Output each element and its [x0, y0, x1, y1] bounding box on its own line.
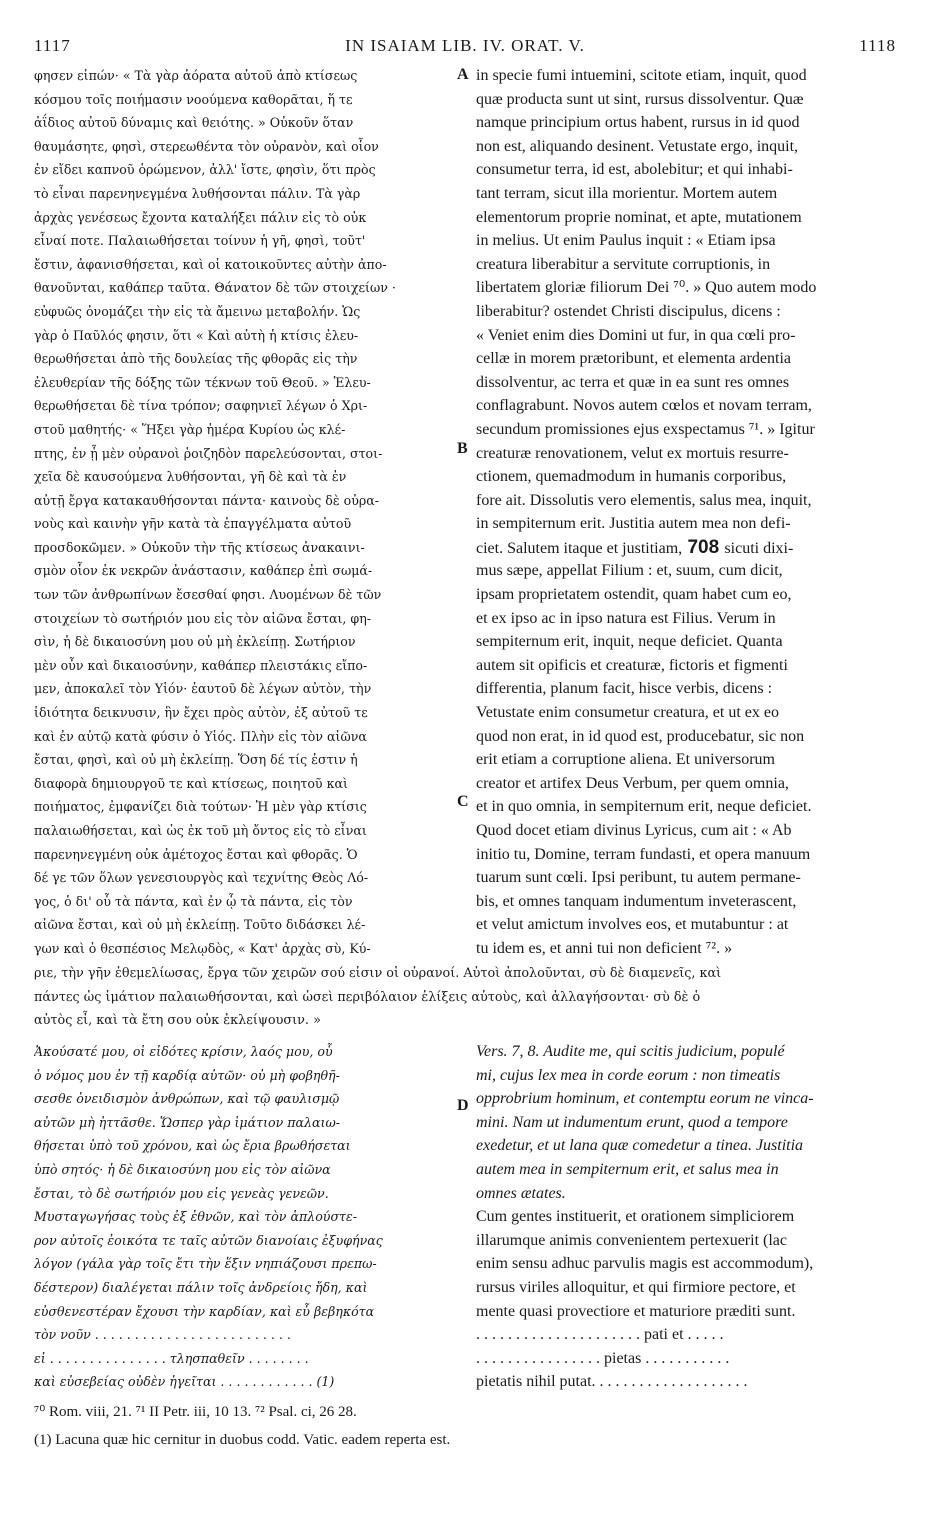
greek-line: ἀΐδιος αὐτοῦ δύναμις καὶ θειότης. » Οὐκοῦν ὅταν	[34, 115, 354, 131]
latin-line: creator et artifex Deus Verbum, per quem omnia,	[476, 774, 789, 792]
latin-line-tail: sicuti dixi-	[724, 539, 794, 557]
latin-line: in melius. Ut enim Paulus inquit : « Etiam ipsa	[476, 232, 776, 250]
greek-line: γων καὶ ὁ θεσπέσιος Μελῳδὸς, « Κατ' ἀρχὰς σὺ, Κύ-	[34, 940, 371, 956]
latin-line: non est, aliquando desinent. Vetustate ergo, inquit,	[476, 137, 799, 155]
latin-line: in sempiternum erit. Justitia autem mea non defi-	[476, 515, 791, 533]
greek-line: θαυμάσητε, φησὶ, στερεωθέντα τὸν οὐρανὸν, καὶ οἷον	[34, 138, 379, 154]
margin-letter-d: D	[457, 1097, 469, 1114]
greek-line: αὐτῶν μὴ ἡττᾶσθε. Ὥσπερ γὰρ ἱμάτιον παλαιω-	[34, 1114, 340, 1130]
latin-line: ciet. Salutem itaque et justitiam, 708 sicuti dixi-	[476, 536, 794, 558]
greek-line: ἔσται, φησὶ, καὶ οὐ μὴ ἐκλείπῃ. Ὅση δέ τίς ἐστιν ἡ	[34, 752, 358, 768]
latin-line: Cum gentes instituerit, et orationem simpliciorem	[476, 1208, 795, 1226]
greek-line: ὁ νόμος μου ἐν τῇ καρδίᾳ αὐτῶν· οὐ μὴ φοβηθῆ-	[34, 1067, 340, 1083]
greek-full-line: αὐτὸς εἶ, καὶ τὰ ἔτη σου οὐκ ἐκλείψουσιν. »	[34, 1013, 321, 1029]
greek-line: ἔσται, τὸ δὲ σωτήριόν μου εἰς γενεὰς γενεῶν.	[34, 1185, 329, 1201]
margin-letter-b: B	[457, 440, 468, 457]
latin-line: creaturæ renovationem, velut ex mortuis resurre-	[476, 444, 789, 462]
greek-line: μὲν οὖν καὶ δικαιοσύνην, καθάπερ πλειστάκις εἴπο-	[34, 657, 368, 673]
greek-line: ρον αὐτοῖς ἐοικότα τε ταῖς αὐτῶν διανοίαις ἐξυφήνας	[34, 1232, 383, 1248]
latin-line: autem mea in sempiternum erit, et salus mea in	[476, 1160, 779, 1178]
greek-line: θανοῦνται, καθάπερ ταῦτα. Θάνατον δὲ τῶν στοιχείων ·	[34, 280, 396, 296]
greek-line: φησεν εἰπών· « Τὰ γὰρ ἀόρατα αὐτοῦ ἀπὸ κτίσεως	[34, 68, 358, 83]
latin-line: enim sensu adhuc parvulis magis est accommodum),	[476, 1255, 814, 1273]
greek-line: των τῶν ἀνθρωπίνων ἔσεσθαί φησι. Λυομένων δὲ τῶν	[34, 587, 382, 603]
greek-line: εἰ . . . . . . . . . . . . . . . τλησπαθεῖν . . . . . . . .	[34, 1350, 309, 1366]
latin-column-top	[476, 64, 892, 961]
greek-line: θερωθήσεται ἀπὸ τῆς δουλείας τῆς φθορᾶς εἰς τὴν	[34, 351, 358, 367]
latin-line: liberabitur? ostendet Christi discipulus, dicens :	[476, 302, 781, 320]
latin-line: « Veniet enim dies Domini ut fur, in qua cœli pro-	[476, 326, 796, 344]
running-title: IN ISAIAM LIB. IV. ORAT. V.	[345, 36, 585, 55]
greek-full-width-quote	[34, 962, 896, 1033]
latin-line: opprobrium hominum, et contemptu eorum ne vinca-	[476, 1090, 814, 1108]
latin-line: conflagrabunt. Novos autem cœlos et novam terram,	[476, 397, 812, 415]
greek-line: ἐν εἴδει καπνοῦ ὁρώμενον, ἀλλ' ἴστε, φησὶν, ὅτι πρὸς	[34, 162, 376, 178]
greek-line: ἰδιότητα δεικνυσιν, ἣν ἔχει πρὸς αὐτὸν, ἐξ αὐτοῦ τε	[34, 705, 368, 721]
greek-line: εἶναί ποτε. Παλαιωθήσεται τοίνυν ἡ γῆ, φησὶ, τοῦτ'	[34, 233, 366, 249]
greek-line: εὐσθενεστέραν ἔχουσι τὴν καρδίαν, καὶ εὖ βεβηκότα	[34, 1303, 375, 1319]
latin-line: tu idem es, et anni tui non deficient ⁷². »	[476, 939, 733, 957]
latin-line: cellæ in morem prætoribunt, et elementa ardentia	[476, 350, 792, 368]
running-header	[34, 36, 896, 60]
greek-line: σὶν, ἡ δὲ δικαιοσύνη μου οὐ μὴ ἐκλείπῃ. Σωτήριον	[34, 634, 356, 650]
latin-line: secundum promissiones ejus exspectamus ⁷¹. » Igitur	[476, 420, 815, 438]
greek-line: νοὺς καὶ καινὴν γῆν κατὰ τὰ ἐπαγγέλματα αὐτοῦ	[34, 516, 352, 532]
greek-line: εὐφυῶς ὀνομάζει τὴν εἰς τὰ ἄμεινω μεταβολήν. Ὡς	[34, 303, 361, 319]
latin-line: rursus viriles alloquitur, et qui firmiore pectore, et	[476, 1278, 796, 1296]
greek-line: δέ γε τῶν ὅλων γενεσιουργὸς καὶ τεχνίτης Θεὸς Λό-	[34, 870, 369, 886]
greek-column-bottom	[34, 1040, 459, 1394]
latin-line: creatura liberabitur a servitute corruptionis, in	[476, 255, 771, 273]
latin-line: mi, cujus lex mea in corde eorum : non timeatis	[476, 1066, 781, 1084]
latin-line: initio tu, Domine, terram fundasti, et opera manuum	[476, 845, 811, 863]
greek-line: γος, ὁ δι' οὗ τὰ πάντα, καὶ ἐν ᾧ τὰ πάντα, εἰς τὸν	[34, 893, 353, 909]
greek-full-line: ριε, τὴν γῆν ἐθεμελίωσας, ἔργα τῶν χειρῶν σού εἰσιν οἱ οὐρανοί. Αὐτοὶ ἀπολοῦνται, σὺ δὲ διαμενεῖς, καὶ	[34, 966, 722, 981]
greek-line: ὑπὸ σητός· ἡ δὲ δικαιοσύνη μου εἰς τὸν αἰῶνα	[34, 1161, 331, 1177]
greek-line: καὶ εὐσεβείας οὐδὲν ἡγεῖται . . . . . . . . . . . . (1)	[34, 1374, 335, 1390]
greek-line: αἰῶνα ἔσται, καὶ οὐ μὴ ἐκλείπῃ. Τοῦτο διδάσκει λέ-	[34, 917, 366, 933]
latin-line: erit etiam a corruptione aliena. Et universorum	[476, 751, 775, 769]
latin-line: differentia, planum facit, hisce verbis, dicens :	[476, 680, 773, 698]
latin-line: Vetustate enim consumetur creatura, et ut ex eo	[476, 704, 779, 722]
greek-column-top	[34, 64, 459, 961]
column-number-right: 1118	[859, 36, 896, 55]
greek-line: σεσθε ὀνειδισμὸν ἀνθρώπων, καὶ τῷ φαυλισμῷ	[34, 1091, 340, 1107]
latin-line: . . . . . . . . . . . . . . . . pietas . . . . . . . . . . .	[476, 1349, 730, 1367]
greek-line: δέστερον) διαλέγεται πάλιν τοῖς ἀνδρείοις ἤδη, καὶ	[34, 1279, 368, 1295]
column-marker-708: 708	[682, 536, 725, 558]
greek-line: λόγον (γάλα γὰρ τοῖς ἔτι τὴν ἕξιν νηπιάζουσι πρεπω-	[34, 1256, 377, 1272]
latin-line: omnes ætates.	[476, 1184, 566, 1202]
margin-letter-c: C	[457, 793, 469, 810]
latin-line: elementorum proprie nominat, et apte, mutationem	[476, 208, 802, 226]
greek-full-line: πάντες ὡς ἱμάτιον παλαιωθήσονται, καὶ ὡσεὶ περιβόλαιον ἑλίξεις αὐτοὺς, καὶ ἀλλαγήσονται· σὺ δὲ ὁ	[34, 989, 701, 1005]
greek-line: ἐλευθερίαν τῆς δόξης τῶν τέκνων τοῦ Θεοῦ. » Ἐλευ-	[34, 374, 371, 390]
latin-line: mus sæpe, appellat Filium : et, suum, cum dicit,	[476, 562, 783, 580]
footnote-lacuna-note: (1) Lacuna quæ hic cernitur in duobus codd. Vatic. eadem reperta est.	[34, 1432, 451, 1448]
latin-line: et in quo omnia, in sempiternum erit, neque deficiet.	[476, 798, 812, 816]
greek-line: Ἀκούσατέ μου, οἱ εἰδότες κρίσιν, λαός μου, οὗ	[34, 1044, 333, 1059]
latin-line: tuarum sunt cœli. Ipsi peribunt, tu autem permane-	[476, 869, 801, 887]
latin-column-bottom	[476, 1040, 892, 1394]
greek-line: πτης, ἐν ᾗ μὲν οὐρανοὶ ῥοιζηδὸν παρελεύσονται, στοι-	[34, 445, 383, 461]
greek-line: ποιήματος, ἐμφανίζει διὰ τούτων· Ἡ μὲν γὰρ κτίσις	[34, 799, 367, 815]
greek-line: ἔστιν, ἀφανισθήσεται, καὶ οἱ κατοικοῦντες αὐτὴν ἀπο-	[34, 256, 387, 272]
greek-line: παρενηνεγμένη οὐκ ἀμέτοχος ἔσται καὶ φθορᾶς. Ὁ	[34, 846, 358, 862]
latin-line: Vers. 7, 8. Audite me, qui scitis judicium, populé	[476, 1043, 785, 1060]
latin-line: ctionem, quemadmodum in humanis corporibus,	[476, 468, 787, 486]
latin-line: pietatis nihil putat. . . . . . . . . . . . . . . . . . . .	[476, 1373, 748, 1391]
latin-line: et ex ipso ac in ipso natura est Filius. Verum in	[476, 609, 776, 627]
latin-line: illarumque animis convenientem pertexuerit (lac	[476, 1231, 787, 1249]
greek-line: σμὸν οἷον ἐκ νεκρῶν ἀνάστασιν, καθάπερ ἐπὶ σωμά-	[34, 563, 373, 579]
latin-line: quod non erat, in id quod est, producebatur, sic non	[476, 727, 805, 745]
latin-line: consumetur terra, id est, abolebitur; et qui inhabi-	[476, 161, 793, 179]
greek-line: γὰρ ὁ Παῦλός φησιν, ὅτι « Καὶ αὐτὴ ἡ κτίσις ἐλευ-	[34, 327, 359, 343]
latin-line: Quod docet etiam divinus Lyricus, cum ait : « Ab	[476, 822, 792, 839]
latin-line: bis, et omnes tanquam indumentum inveterascent,	[476, 892, 797, 910]
latin-line: autem sit opificis et creaturæ, fictoris et figmenti	[476, 656, 788, 674]
latin-line: . . . . . . . . . . . . . . . . . . . . . pati et . . . . .	[476, 1326, 724, 1344]
latin-line: libertatem gloriæ filiorum Dei ⁷⁰. » Quo autem modo	[476, 279, 817, 297]
greek-line: αὐτῇ ἔργα κατακαυθήσονται πάντα· καινοὺς δὲ οὐρα-	[34, 492, 380, 508]
latin-line: ipsam proprietatem ostendit, quam habet cum eo,	[476, 586, 792, 604]
column-number-left: 1117	[34, 36, 71, 55]
greek-line: κόσμου τοῖς ποιήμασιν νοούμενα καθορᾶται, ἥ τε	[34, 91, 353, 107]
greek-line: τὸν νοῦν . . . . . . . . . . . . . . . . . . . . . . . . .	[34, 1327, 291, 1343]
latin-line: exedetur, et ut lana quæ comedetur a tinea. Justitia	[476, 1137, 804, 1155]
footnote-references: ⁷⁰ Rom. viii, 21. ⁷¹ II Petr. iii, 10 13. ⁷² Psal. ci, 26 28.	[34, 1404, 357, 1420]
greek-line: μεν, ἀποκαλεῖ τὸν Υἱόν· ἑαυτοῦ δὲ λέγων αὐτὸν, τὴν	[34, 681, 372, 697]
latin-line: fore ait. Dissolutis vero elementis, salus mea, inquit,	[476, 491, 812, 509]
greek-line: στοῦ μαθητής· « Ἥξει γὰρ ἡμέρα Κυρίου ὡς κλέ-	[34, 421, 346, 437]
greek-line: θήσεται ὑπὸ τοῦ χρόνου, καὶ ὡς ἔρια βρωθήσεται	[34, 1138, 351, 1154]
latin-line: et velut amictum involves eos, et mutabuntur : at	[476, 916, 789, 934]
greek-line: χεῖα δὲ καυσούμενα λυθήσονται, γῆ δὲ καὶ τὰ ἐν	[34, 469, 347, 485]
greek-line: καὶ ἐν αὐτῷ κατὰ φύσιν ὁ Υἱός. Πλὴν εἰς τὸν αἰῶνα	[34, 728, 367, 744]
greek-line: Μυσταγωγήσας τοὺς ἐξ ἐθνῶν, καὶ τὸν ἁπλούστε-	[34, 1209, 358, 1225]
latin-line: mini. Nam ut indumentum erunt, quod a tempore	[476, 1113, 788, 1131]
latin-line: tant terram, sicut illa morientur. Mortem autem	[476, 184, 778, 202]
greek-line: θερωθήσεται δὲ τίνα τρόπον; σαφηνιεῖ λέγων ὁ Χρι-	[34, 398, 368, 414]
latin-line: namque principium ortus habent, rursus in id quod	[476, 114, 800, 132]
latin-line: dissolventur, ac terra et quæ in ea sunt res omnes	[476, 373, 790, 391]
greek-line: ἀρχὰς γενέσεως ἔχοντα καταλήξει πάλιν εἰς τὸ οὐκ	[34, 209, 367, 225]
greek-line: παλαιωθήσεται, καὶ ὡς ἐκ τοῦ μὴ ὄντος εἰς τὸ εἶναι	[34, 823, 367, 838]
greek-line: διαφορὰ δημιουργοῦ τε καὶ κτίσεως, ποιητοῦ καὶ	[34, 775, 348, 791]
latin-line: mente quasi provectiore et maturiore præditi sunt.	[476, 1302, 796, 1320]
margin-letter-a: A	[457, 66, 469, 83]
greek-line: τὸ εἶναι παρενηνεγμένα λυθήσονται πάλιν. Τὰ γὰρ	[34, 185, 361, 201]
latin-line: quæ producta sunt ut sint, rursus dissolventur. Quæ	[476, 90, 804, 108]
greek-line: στοιχείων τὸ σωτήριόν μου εἰς τὸν αἰῶνα ἔσται, φη-	[34, 610, 372, 626]
latin-line: in specie fumi intuemini, scitote etiam, inquit, quod	[476, 67, 807, 84]
greek-line: προσδοκῶμεν. » Οὐκοῦν τὴν τῆς κτίσεως ἀνακαινι-	[34, 539, 365, 555]
latin-line: sempiternum erit, inquit, neque deficiet. Quanta	[476, 633, 783, 651]
